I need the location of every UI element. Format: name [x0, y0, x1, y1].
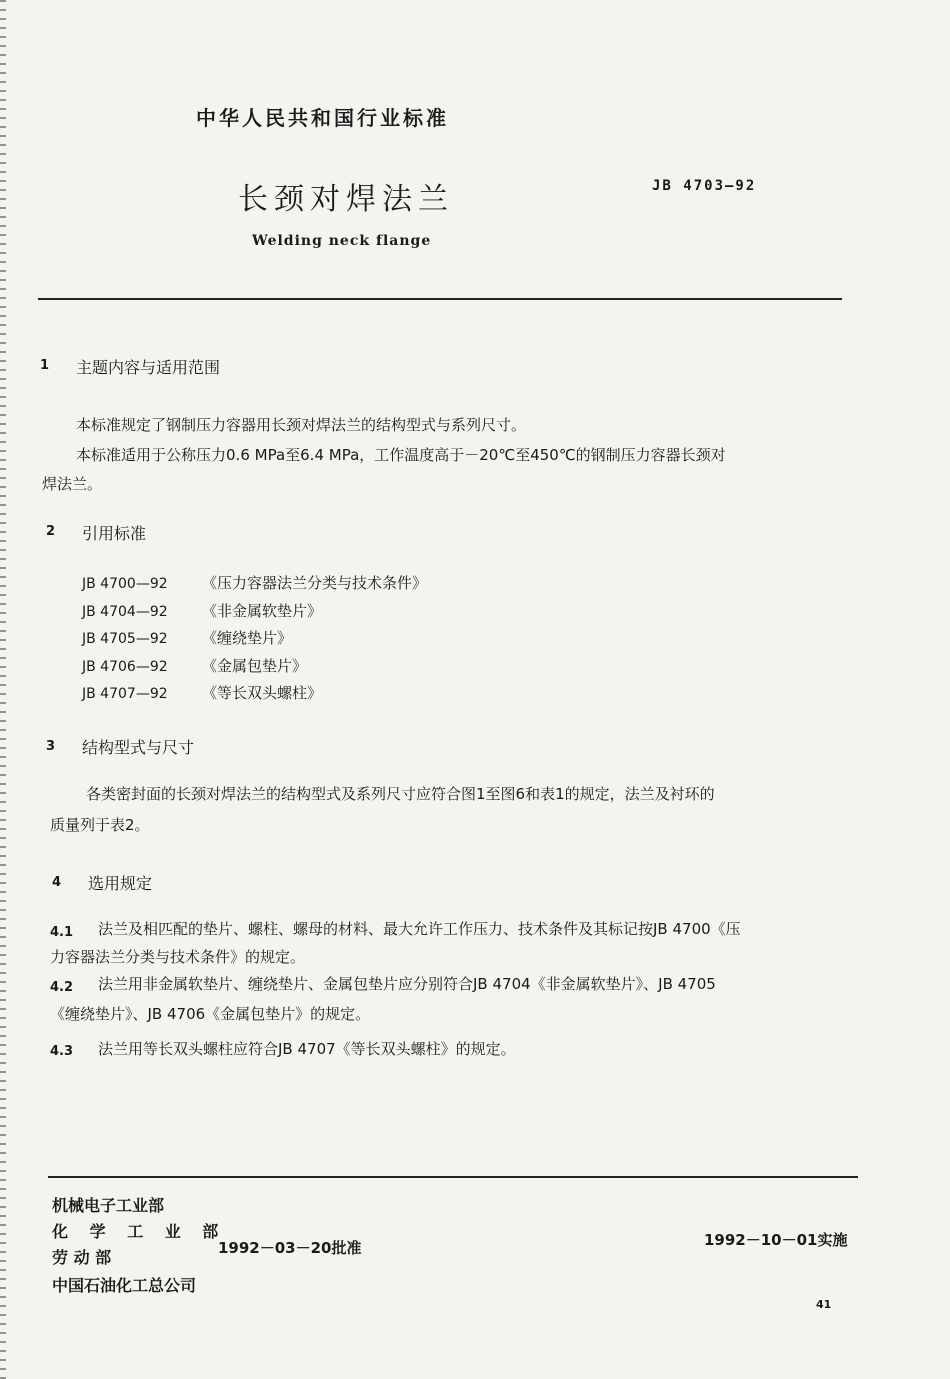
- reference-row: [82, 600, 322, 621]
- approval-date: 1992－03－20批准: [218, 1239, 362, 1257]
- clause-4-2-line-1: 法兰用非金属软垫片、缠绕垫片、金属包垫片应分别符合JB 4704《非金属软垫片》、JB 4705: [98, 975, 716, 993]
- section-2-number: 2: [46, 524, 56, 539]
- reference-name: 《金属包垫片》: [202, 657, 308, 675]
- issuer-sinopec: 中国石油化工总公司: [52, 1276, 197, 1295]
- document-title: 长颈对焊法兰: [238, 182, 454, 217]
- page-number: 41: [816, 1298, 832, 1311]
- issuer-ministry-labour: 劳 动 部: [52, 1248, 112, 1267]
- reference-code: JB 4704—92: [82, 604, 168, 620]
- clause-4-1-line-2: 力容器法兰分类与技术条件》的规定。: [50, 948, 306, 966]
- reference-row: [82, 627, 292, 648]
- section-4-number: 4: [52, 875, 62, 890]
- section-1-title: 主题内容与适用范围: [76, 358, 221, 377]
- section-2-title: 引用标准: [82, 524, 147, 543]
- section-4-title: 选用规定: [88, 874, 153, 893]
- issuer-ministry-chemical: 化 学 工 业 部: [52, 1222, 227, 1241]
- clause-4-1-line-1: 法兰及相匹配的垫片、螺柱、螺母的材料、最大允许工作压力、技术条件及其标记按JB 4700《压: [98, 920, 741, 938]
- reference-name: 《缠绕垫片》: [202, 629, 293, 647]
- section-1-number: 1: [40, 358, 50, 373]
- section-1-paragraph-1: 本标准规定了钢制压力容器用长颈对焊法兰的结构型式与系列尺寸。: [76, 416, 527, 434]
- section-3-title: 结构型式与尺寸: [82, 738, 195, 757]
- clause-4-2-line-2: 《缠绕垫片》、JB 4706《金属包垫片》的规定。: [50, 1005, 371, 1023]
- reference-code: JB 4705—92: [82, 631, 168, 647]
- reference-row: [82, 655, 307, 676]
- footer-rule: [48, 1176, 858, 1178]
- reference-row: [82, 572, 427, 593]
- english-title: Welding neck flange: [252, 233, 432, 249]
- section-1-paragraph-2-line-2: 焊法兰。: [42, 475, 103, 493]
- reference-code: JB 4700—92: [82, 576, 168, 592]
- reference-name: 《等长双头螺柱》: [202, 684, 323, 702]
- section-3-paragraph-line-1: 各类密封面的长颈对焊法兰的结构型式及系列尺寸应符合图1至图6和表1的规定，法兰及衬环的: [86, 785, 715, 803]
- reference-row: [82, 682, 322, 703]
- reference-code: JB 4706—92: [82, 659, 168, 675]
- reference-name: 《非金属软垫片》: [202, 602, 323, 620]
- effective-date: 1992－10－01实施: [704, 1231, 848, 1249]
- scan-edge-artifact: [0, 0, 6, 1379]
- header-rule: [38, 298, 842, 300]
- reference-name: 《压力容器法兰分类与技术条件》: [202, 574, 428, 592]
- standard-code: JB 4703—92: [652, 178, 757, 194]
- standard-type-heading: 中华人民共和国行业标准: [196, 106, 449, 130]
- clause-4-1-number: 4.1: [50, 925, 74, 940]
- clause-4-2-number: 4.2: [50, 980, 74, 995]
- clause-4-3-number: 4.3: [50, 1044, 74, 1059]
- section-3-number: 3: [46, 739, 56, 754]
- issuer-ministry-machinery: 机械电子工业部: [52, 1196, 165, 1215]
- clause-4-3-line-1: 法兰用等长双头螺柱应符合JB 4707《等长双头螺柱》的规定。: [98, 1040, 516, 1058]
- section-3-paragraph-line-2: 质量列于表2。: [50, 816, 150, 834]
- section-1-paragraph-2-line-1: 本标准适用于公称压力0.6 MPa至6.4 MPa，工作温度高于－20℃至450℃的钢制压力容器长颈对: [76, 446, 726, 464]
- reference-code: JB 4707—92: [82, 686, 168, 702]
